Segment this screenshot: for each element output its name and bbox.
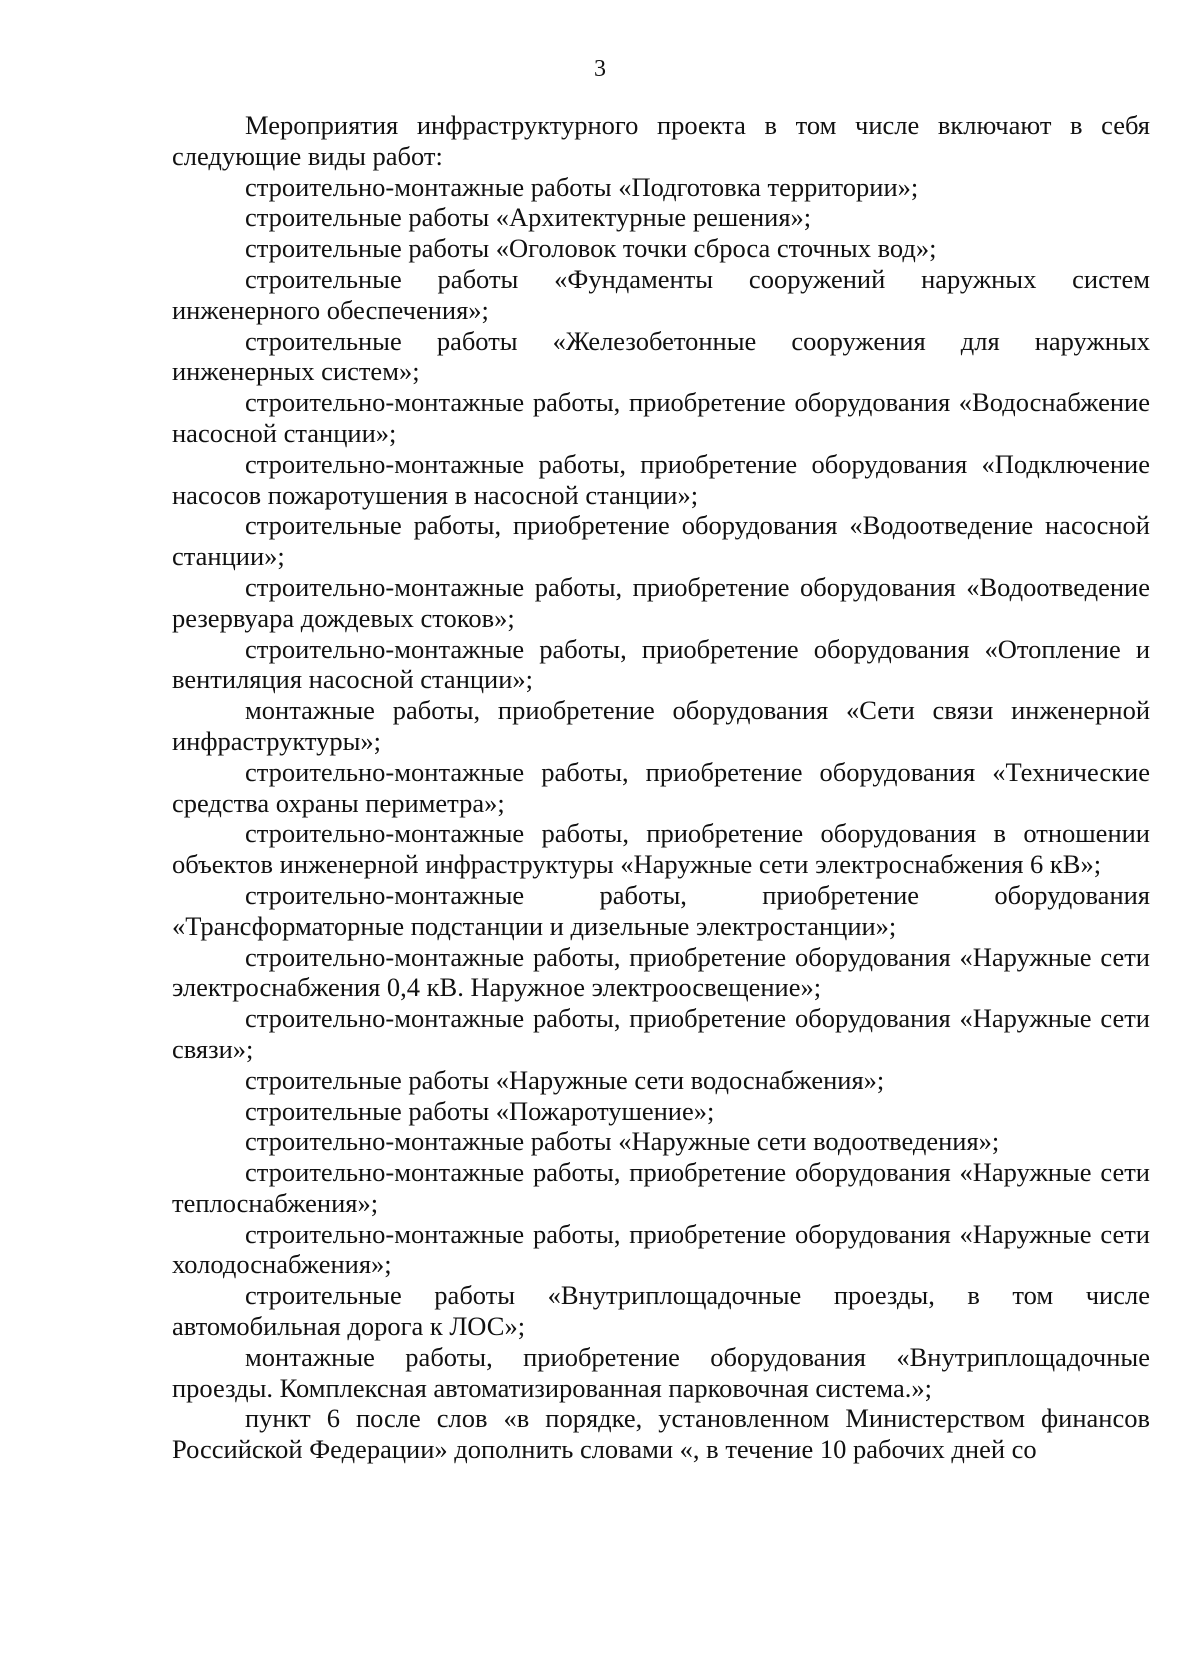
paragraph-item: строительно-монтажные работы, приобретение оборудования «Технические средства охраны периметра»; xyxy=(172,756,1150,818)
paragraph-item: строительно-монтажные работы, приобретение оборудования «Наружные сети теплоснабжения»; xyxy=(172,1157,1150,1218)
paragraph-item: строительные работы «Наружные сети водоснабжения»; xyxy=(245,1064,885,1095)
paragraph-amendment: пункт 6 после слов «в порядке, установленном Министерством финансов Российской Федерации» дополнить словами «, в течение 10 рабочих дней со xyxy=(172,1403,1150,1465)
paragraph-item: строительные работы «Оголовок точки сброса сточных вод»; xyxy=(245,233,937,264)
paragraph-item: строительно-монтажные работы, приобретение оборудования «Наружные сети холодоснабжения»; xyxy=(172,1218,1150,1280)
paragraph-item: монтажные работы, приобретение оборудования «Внутриплощадочные проезды. Комплексная автоматизированная парковочная система.»; xyxy=(172,1341,1150,1403)
paragraph-item: строительно-монтажные работы, приобретение оборудования «Наружные сети электроснабжения 0,4 кВ. Наружное электроосвещение»; xyxy=(172,941,1150,1003)
paragraph-item: строительно-монтажные работы, приобретение оборудования «Трансформаторные подстанции и дизельные электростанции»; xyxy=(172,879,1150,941)
paragraph-item: строительно-монтажные работы, приобретение оборудования «Наружные сети связи»; xyxy=(172,1003,1150,1064)
paragraph-item: строительные работы, приобретение оборудования «Водоотведение насосной станции»; xyxy=(172,510,1150,572)
paragraph-item: строительные работы «Железобетонные сооружения для наружных инженерных систем»; xyxy=(172,325,1150,387)
paragraph-item: строительно-монтажные работы, приобретение оборудования «Отопление и вентиляция насосной станции»; xyxy=(172,633,1150,695)
paragraph-item: монтажные работы, приобретение оборудования «Сети связи инженерной инфраструктуры»; xyxy=(172,695,1150,756)
paragraph-item: строительно-монтажные работы «Подготовка территории»; xyxy=(245,171,919,202)
paragraph-item: строительно-монтажные работы, приобретение оборудования «Подключение насосов пожаротушения в насосной станции»; xyxy=(172,448,1150,510)
paragraph-item: строительные работы «Архитектурные решения»; xyxy=(245,202,812,233)
paragraph-item: строительно-монтажные работы, приобретение оборудования «Водоотведение резервуара дождевых стоков»; xyxy=(172,571,1150,633)
paragraph-intro: Мероприятия инфраструктурного проекта в том числе включают в себя следующие виды работ: xyxy=(172,110,1150,171)
paragraph-item: строительные работы «Фундаменты сооружений наружных систем инженерного обеспечения»; xyxy=(172,263,1150,325)
page-number: 3 xyxy=(594,56,606,82)
paragraph-item: строительно-монтажные работы «Наружные сети водоотведения»; xyxy=(245,1126,1000,1157)
paragraph-item: строительно-монтажные работы, приобретение оборудования «Водоснабжение насосной станции»; xyxy=(172,387,1150,448)
paragraph-item: строительные работы «Пожаротушение»; xyxy=(245,1095,715,1126)
document-body xyxy=(172,110,1150,1465)
paragraph-item: строительные работы «Внутриплощадочные проезды, в том числе автомобильная дорога к ЛОС»; xyxy=(172,1280,1150,1342)
paragraph-item: строительно-монтажные работы, приобретение оборудования в отношении объектов инженерной инфраструктуры «Наружные сети электроснабжения 6 кВ»; xyxy=(172,818,1150,880)
